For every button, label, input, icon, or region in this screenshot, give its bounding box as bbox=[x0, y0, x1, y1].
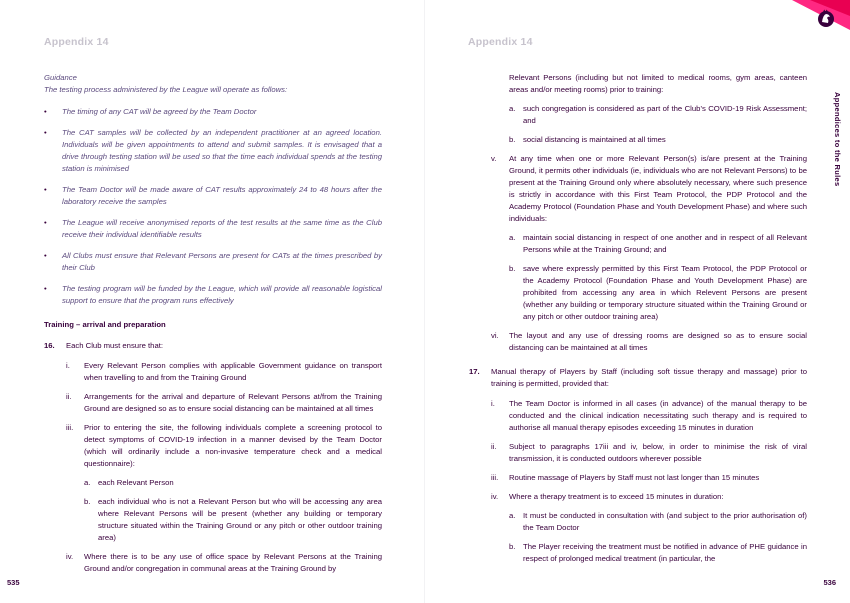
sub-item: b. The Player receiving the treatment must be notified in advance of PHE guidance in respect of prolonged medical treatment (in particular, the bbox=[509, 542, 807, 563]
bullet-dot-icon: • bbox=[44, 251, 47, 260]
list-item: i. The Team Doctor is informed in all cases (in advance) of the manual therapy to be conducted and the clinical indication necessitating such therapy and is required to authorise all manual therapy episodes exceeding 15 minutes in duration bbox=[491, 399, 807, 432]
sub-item: a. It must be conducted in consultation with (and subject to the prior authorisation of) the Team Doctor bbox=[509, 511, 807, 532]
guidance-bullet: • All Clubs must ensure that Relevant Persons are present for CATs at the times prescribed by their Club bbox=[44, 251, 382, 272]
page-number-right: 536 bbox=[823, 578, 836, 587]
corner-brand-graphic bbox=[790, 0, 850, 40]
guidance-intro: The testing process administered by the League will operate as follows: bbox=[44, 85, 288, 94]
list-item: ii. Subject to paragraphs 17iii and iv, below, in order to minimise the risk of viral transmission, it is conducted outdoors wherever possible bbox=[491, 442, 807, 463]
rule-intro: Each Club must ensure that: bbox=[66, 341, 163, 350]
sub-item: a. maintain social distancing in respect of one another and in respect of all Relevant Persons while at the Training Ground; and bbox=[509, 233, 807, 254]
page-number-left: 535 bbox=[7, 578, 20, 587]
sub-item: a. such congregation is considered as part of the Club’s COVID-19 Risk Assessment; and bbox=[509, 104, 807, 125]
guidance-bullet: • The League will receive anonymised reports of the test results at the same time as the Club receive their individual identifiable results bbox=[44, 218, 382, 239]
sub-item: b. social distancing is maintained at all times bbox=[509, 135, 666, 144]
list-item: vi. The layout and any use of dressing rooms are designed so as to ensure social distancing can be maintained at all times bbox=[491, 331, 807, 352]
list-item: iii. Prior to entering the site, the following individuals complete a screening protocol to detect symptoms of COVID-19 infection in a manner devised by the Team Doctor (which will ordinarily include a non-invasive temperature check and a medical questionnaire): a. each Relevant Person b. each individual who is not a Relevant Person but who will be accessing any area where Relevant Persons will be present (whether any building or temporary structure situated within the Training Ground or any pitch or other outdoor training area) bbox=[66, 423, 382, 542]
rule-16 bbox=[44, 340, 382, 352]
sub-item: b. each individual who is not a Relevant Person but who will be accessing any area where Relevant Persons will be present (whether any building or temporary structure situated within the Training Ground or any pitch or other outdoor training area) bbox=[84, 497, 382, 542]
section-heading: Training – arrival and preparation bbox=[44, 320, 166, 329]
sub-item: b. save where expressly permitted by this First Team Protocol, the PDP Protocol or the Academy Protocol (Foundation Phase and Youth Development Phase) are prohibited from accessing any area in which Relevent Persons are present (whether any building or temporary structure situated within the Training Ground or any pitch or other outdoor training area) bbox=[509, 264, 807, 321]
guidance-bullets bbox=[44, 106, 382, 307]
bullet-dot-icon: • bbox=[44, 107, 47, 116]
guidance-bullet: • The CAT samples will be collected by an independent practitioner at an agreed location. Individuals will be given appointments to attend and submit samples. It is envisaged that a drive through testing station will be used so that the time each individual spends at the testing station is minimised bbox=[44, 128, 382, 173]
rule-16-items bbox=[66, 360, 382, 575]
rule-intro: Manual therapy of Players by Staff (including soft tissue therapy and massage) prior to training is permitted, provided that: bbox=[491, 367, 807, 388]
sub-list bbox=[84, 477, 382, 544]
guidance-label: Guidance bbox=[44, 73, 77, 82]
left-appendix-title: Appendix 14 bbox=[44, 36, 109, 48]
continued-text: Relevant Persons (including but not limited to medical rooms, gym areas, canteen areas and/or meeting rooms) prior to training: bbox=[509, 73, 807, 94]
list-item: ii. Arrangements for the arrival and departure of Relevant Persons at/from the Training Ground are designed so as to ensure social distancing can be maintained at all times bbox=[66, 392, 382, 413]
list-item: v. At any time when one or more Relevant Person(s) is/are present at the Training Ground, it permits other individuals (ie, individuals who are not Relevant Persons) to be present at the Training Ground only where absolutely necessary, where such presence is strictly in accordance with this First Team Protocol, the PDP Protocol and the Academy Protocol (Foundation Phase and Youth Development Phase) and where such individuals: a. maintain social distancing in respect of one another and in respect of all Relevant Persons while at the Training Ground; and b. save where expressly permitted by this First Team Protocol, the PDP Protocol or the Academy Protocol (Foundation Phase and Youth Development Phase) are prohibited from accessing any area in which Relevent Persons are present (whether any building or temporary structure situated within the Training Ground or any pitch or other outdoor training area) bbox=[491, 154, 807, 321]
sub-list bbox=[509, 103, 807, 146]
list-item: iii. Routine massage of Players by Staff must not last longer than 15 minutes bbox=[491, 473, 760, 482]
guidance-block bbox=[44, 72, 382, 96]
rule-number: 17. bbox=[469, 367, 480, 376]
list-item: iv. Where a therapy treatment is to exceed 15 minutes in duration: a. It must be conducted in consultation with (and subject to the prior authorisation of) the Team Doctor b. The Player receiving the treatment must be notified in advance of PHE guidance in respect of prolonged medical treatment (in particular, the bbox=[491, 492, 807, 563]
bullet-dot-icon: • bbox=[44, 218, 47, 227]
bullet-dot-icon: • bbox=[44, 284, 47, 293]
guidance-bullet: • The testing program will be funded by the League, which will provide all reasonable logistical support to ensure that the program runs effectively bbox=[44, 284, 382, 305]
right-page bbox=[425, 0, 850, 603]
sub-item: a. each Relevant Person bbox=[84, 478, 174, 487]
sub-list bbox=[509, 232, 807, 323]
sub-list bbox=[509, 510, 807, 565]
rule-16-items-cont bbox=[491, 153, 807, 354]
right-content bbox=[469, 72, 807, 572]
bullet-dot-icon: • bbox=[44, 128, 47, 137]
side-tab-label: Appendices to the Rules bbox=[833, 92, 842, 187]
continued-item-iv bbox=[509, 72, 807, 146]
right-appendix-title: Appendix 14 bbox=[468, 36, 533, 48]
guidance-bullet: • The timing of any CAT will be agreed by the Team Doctor bbox=[44, 107, 257, 116]
rule-17-items bbox=[491, 398, 807, 565]
guidance-bullet: • The Team Doctor will be made aware of CAT results approximately 24 to 48 hours after the laboratory receive the samples bbox=[44, 185, 382, 206]
left-content bbox=[44, 72, 382, 582]
list-item: iv. Where there is to be any use of office space by Relevant Persons at the Training Ground and/or congregation in communal areas at the Training Ground by bbox=[66, 552, 382, 573]
list-item: i. Every Relevant Person complies with applicable Government guidance on transport when travelling to and from the Training Ground bbox=[66, 361, 382, 382]
rule-number: 16. bbox=[44, 341, 55, 350]
rule-17 bbox=[469, 366, 807, 390]
bullet-dot-icon: • bbox=[44, 185, 47, 194]
